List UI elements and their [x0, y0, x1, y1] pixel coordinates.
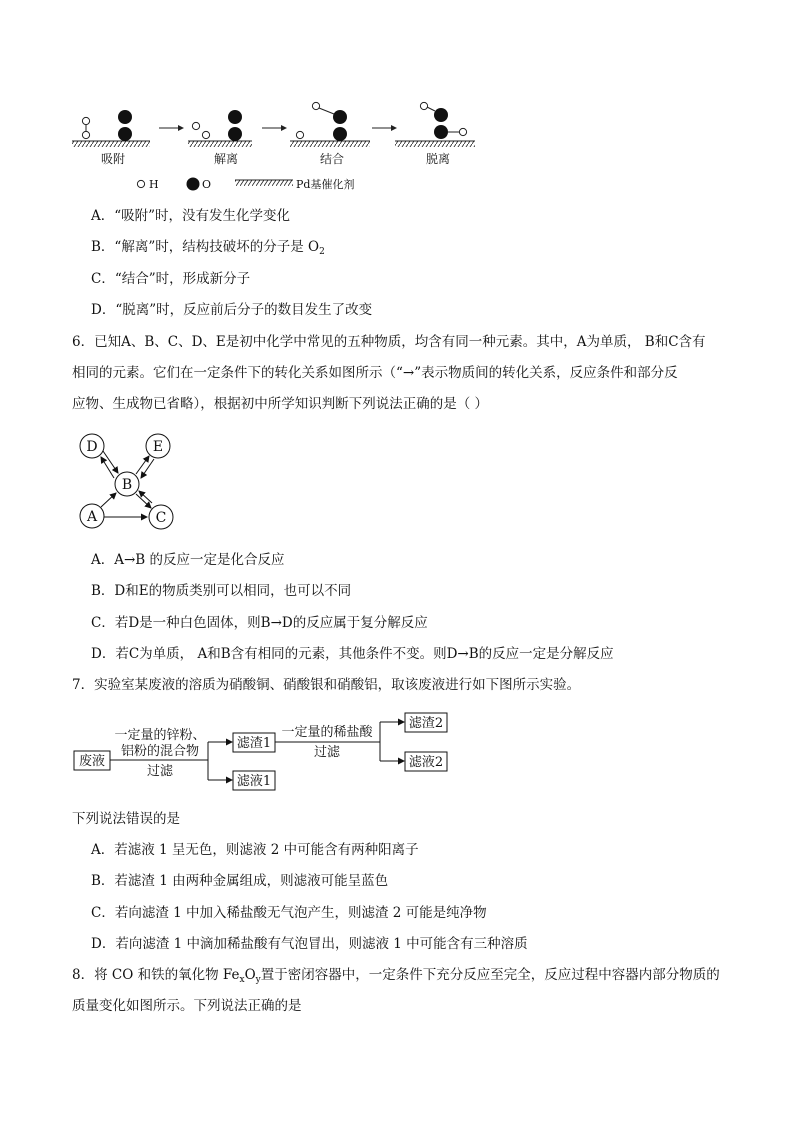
o2-subscript: 2 [319, 247, 325, 257]
reagent1-line2: 铝粉的混合物 [120, 744, 200, 759]
q8-text-a: 8．将 CO 和铁的氧化物 Fe [72, 967, 240, 983]
q5-option-b [91, 238, 325, 261]
q6-option-d: D．若C为单质， A和B含有相同的元素，其他条件不变。则D→B的反应一定是分解反应 [91, 646, 614, 662]
node-a-label: A [86, 509, 98, 525]
legend [137, 177, 354, 191]
arrow-b-to-d [101, 457, 114, 478]
q7-prompt: 下列说法错误的是 [72, 811, 180, 827]
q7-option-b: B．若滤渣 1 由两种金属组成，则滤液可能呈蓝色 [91, 873, 389, 889]
box-waste-liquid-label: 废液 [78, 754, 106, 769]
q6-stem-line-2: 相同的元素。它们在一定条件下的转化关系如图所示（“→”表示物质间的转化关系，反应条件和部分反 [72, 365, 678, 381]
stage-desorption [395, 102, 475, 147]
q7-stem: 7．实验室某废液的溶质为硝酸铜、硝酸银和硝酸铝，取该废液进行如下图所示实验。 [72, 677, 581, 693]
legend-h-label: H [149, 178, 159, 191]
arrow-e-to-b [141, 459, 154, 478]
node-c-label: C [155, 510, 167, 526]
stage-combination [290, 102, 370, 147]
q5-option-a: A．“吸附”时，没有发生化学变化 [91, 208, 291, 224]
legend-catalyst-label: Pd基催化剂 [296, 178, 355, 191]
arrow-b-to-c [136, 494, 151, 508]
legend-o-label: O [202, 178, 212, 191]
box-filtrate-2-label: 滤液2 [408, 755, 444, 770]
reagent1-line1: 一定量的锌粉、 [114, 728, 206, 743]
q8-sub-y: y [255, 975, 261, 985]
q6-option-c: C．若D是一种白色固体，则B→D的反应属于复分解反应 [91, 615, 428, 631]
arrow-c-to-b [139, 491, 152, 503]
relation-diagram [0, 425, 794, 545]
q7-option-a: A．若滤液 1 呈无色，则滤液 2 中可能含有两种阳离子 [91, 842, 419, 858]
q7-option-c: C．若向滤渣 1 中加入稀盐酸无气泡产生，则滤渣 2 可能是纯净物 [91, 905, 487, 921]
q6-option-b: B．D和E的物质类别可以相同，也可以不同 [91, 583, 352, 599]
q5-option-c: C．“结合”时，形成新分子 [91, 271, 251, 287]
q5-option-b-text: B．“解离”时，结构技破坏的分子是 O [91, 239, 320, 255]
filter2-label: 过滤 [313, 745, 341, 760]
arrow-a-to-b [101, 493, 116, 507]
node-d-label: D [86, 439, 98, 455]
arrow-b-to-e [136, 456, 149, 474]
q5-option-d: D．“脱离”时，反应前后分子的数目发生了改变 [91, 302, 373, 318]
stage-label-1: 吸附 [100, 152, 126, 166]
q6-stem-line-3: 应物、生成物已省略），根据初中所学知识判断下列说法正确的是（ ） [72, 396, 489, 412]
filter1-label: 过滤 [146, 764, 174, 779]
q8-sub-x: x [239, 975, 245, 985]
stage-label-3: 结合 [319, 152, 345, 166]
box-filtrate-1-label: 滤液1 [236, 774, 272, 789]
stage-adsorption [72, 110, 150, 147]
arrow-d-to-b [103, 451, 118, 473]
stage-label-2: 解离 [213, 152, 239, 166]
q7-option-d: D．若向滤渣 1 中滴加稀盐酸有气泡冒出，则滤液 1 中可能含有三种溶质 [91, 936, 528, 952]
q8-text-b: O [244, 967, 256, 983]
q8-stem-line-1 [72, 966, 720, 989]
stage-dissociation [188, 110, 252, 147]
reagent2-label: 一定量的稀盐酸 [281, 725, 373, 740]
node-b-label: B [121, 477, 133, 493]
q6-stem-line-1: 6．已知A、B、C、D、E是初中化学中常见的五种物质，均含有同一种元素。其中，A为单质， B和C含有 [72, 334, 706, 350]
separation-flowchart [0, 705, 794, 805]
node-e-label: E [152, 439, 164, 455]
stage-label-4: 脱离 [425, 152, 451, 166]
q6-option-a: A．A→B 的反应一定是化合反应 [91, 552, 285, 568]
catalysis-diagram [0, 95, 794, 295]
box-residue-1-label: 滤渣1 [236, 736, 272, 751]
q8-text-c: 置于密闭容器中，一定条件下充分反应至完全，反应过程中容器内部分物质的 [260, 967, 720, 983]
box-residue-2-label: 滤渣2 [408, 716, 444, 731]
q8-stem-line-2: 质量变化如图所示。下列说法正确的是 [72, 998, 302, 1014]
